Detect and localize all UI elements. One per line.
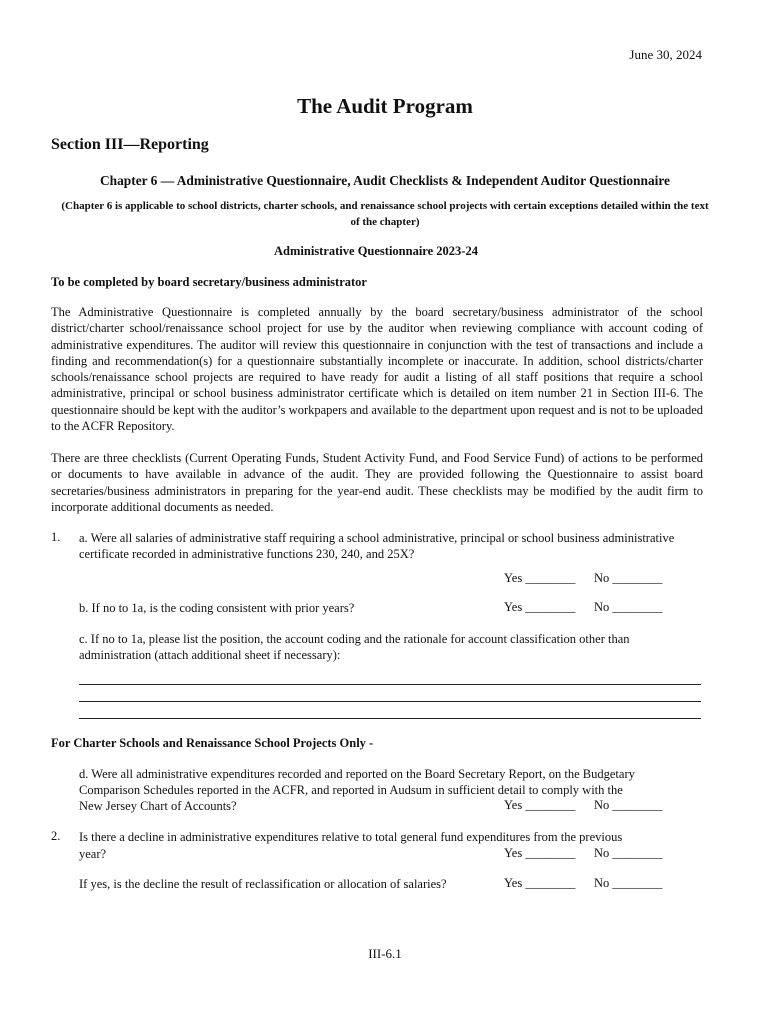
question-1a-text: a. Were all salaries of administrative staff requiring a school administrative, principal or school business administrative certificate recorded in administrative functions 230, 240, and 25X? <box>79 531 675 562</box>
answer-no-field[interactable]: No ________ <box>594 876 663 890</box>
chapter-heading: Chapter 6 — Administrative Questionnaire, Audit Checklists & Independent Auditor Questionnaire <box>99 173 671 188</box>
question-2-followup-text: If yes, is the decline the result of reclassification or allocation of salaries? <box>79 877 447 891</box>
answer-yes-field[interactable]: Yes ________ <box>504 571 576 585</box>
answer-yes-field[interactable]: Yes ________ <box>504 600 576 614</box>
write-in-line[interactable] <box>79 684 701 685</box>
section-heading: Section III—Reporting <box>51 136 209 153</box>
page-date: June 30, 2024 <box>629 47 702 62</box>
checklist-paragraph: There are three checklists (Current Operating Funds, Student Activity Fund, and Food Service Fund) of actions to be performed or documents to have available in advance of the audit. They are provided following the Questionnaire to assist board secretaries/business administrators in preparing for the year-end audit. These checklists may be modified by the audit firm to incorporate additional documents as needed. <box>51 451 703 514</box>
write-in-line[interactable] <box>79 701 701 702</box>
questionnaire-heading: Administrative Questionnaire 2023-24 <box>274 244 478 258</box>
question-1d-text-line3: New Jersey Chart of Accounts? <box>79 799 237 813</box>
answer-no-field[interactable]: No ________ <box>594 846 663 860</box>
question-1b-text: b. If no to 1a, is the coding consistent with prior years? <box>79 601 355 615</box>
question-1d-text-line2: Comparison Schedules reported in the ACFR, and reported in Audsum in sufficient detail to comply with the <box>79 783 623 797</box>
question-1c-text: c. If no to 1a, please list the position, the account coding and the rationale for account classification other than administration (attach additional sheet if necessary): <box>79 632 630 663</box>
answer-yes-field[interactable]: Yes ________ <box>504 798 576 812</box>
question-2-text-line2: year? <box>79 847 107 861</box>
answer-no-field[interactable]: No ________ <box>594 600 663 614</box>
question-number: 2. <box>51 829 61 843</box>
answer-no-field[interactable]: No ________ <box>594 571 663 585</box>
intro-paragraph: The Administrative Questionnaire is completed annually by the board secretary/business administrator of the school district/charter school/renaissance school project for use by the auditor when reviewing compliance with account coding of administrative expenditures. The auditor will review this questionnaire in conjunction with the test of transactions and include a finding and recommendation(s) for a questionnaire substantially incomplete or inaccurate. In addition, school districts/charter schools/renaissance school projects are required to have ready for audit a listing of all staff positions that require a school administrative, principal or school business administrator certificate which is detailed on item number 21 in Section III-6. The questionnaire should be kept with the auditor’s workpapers and available to the department upon request and is not to be uploaded to the ACFR Repository. <box>51 305 703 434</box>
question-2-text-line1: Is there a decline in administrative expenditures relative to total general fund expenditures from the previous <box>79 830 623 844</box>
question-1d-text-line1: d. Were all administrative expenditures recorded and reported on the Board Secretary Report, on the Budgetary <box>79 767 635 781</box>
answer-no-field[interactable]: No ________ <box>594 798 663 812</box>
answer-yes-field[interactable]: Yes ________ <box>504 876 576 890</box>
answer-yes-field[interactable]: Yes ________ <box>504 846 576 860</box>
chapter-note: (Chapter 6 is applicable to school districts, charter schools, and renaissance school projects with certain exceptions detailed within the text of the chapter) <box>61 200 709 228</box>
document-title: The Audit Program <box>297 94 473 118</box>
page-number: III-6.1 <box>368 946 402 961</box>
completed-by-heading: To be completed by board secretary/business administrator <box>51 275 367 289</box>
charter-schools-heading: For Charter Schools and Renaissance School Projects Only - <box>51 736 374 750</box>
write-in-line[interactable] <box>79 718 701 719</box>
question-number: 1. <box>51 530 61 544</box>
